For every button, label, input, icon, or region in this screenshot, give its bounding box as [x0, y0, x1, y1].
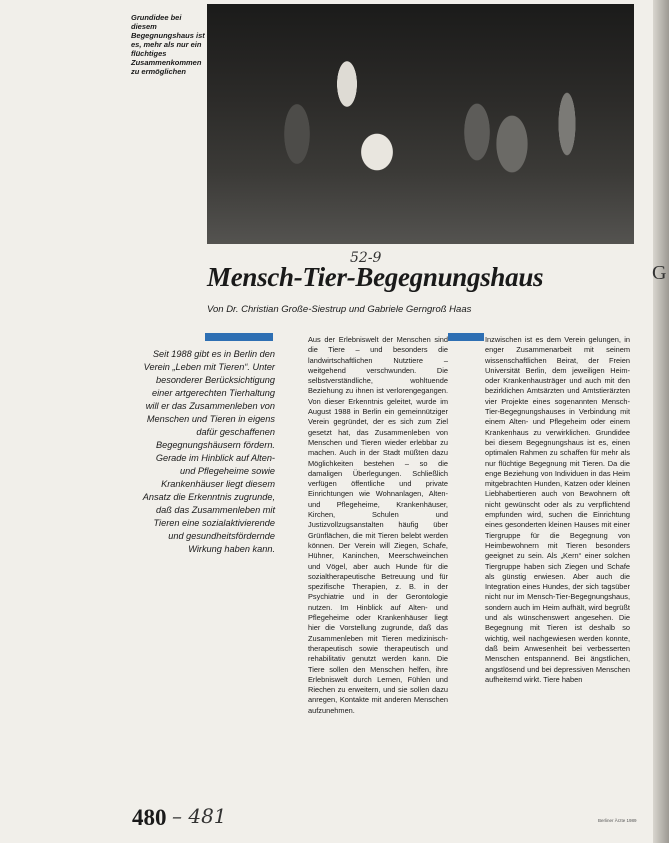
- article-photo: [207, 4, 634, 244]
- page-footer: Berliner Ärzte 1989: [598, 818, 637, 823]
- body-column-right: Inzwischen ist es dem Verein gelungen, in enger Zusammenarbeit mit seinem wissenschaftlichen Beirat, der Freien Universität Berlin, dem jeweiligen Heim- oder Krankenhausträger und auch mit den bezirklichen Amtsärzten und Amtstierärzten vier Projekte eines sogenannten Mensch-Tier-Begegnungshauses in Verbindung mit einem Alten- und Pflegeheim oder einem Krankenhaus zu verwirklichen. Grundidee bei diesem Begegnungshaus ist es, einen optimalen Rahmen zu schaffen für mehr als nur flüchtige Begegnung mit Tieren. Da die enge Beziehung von Individuen in das Heim mitgebrachten Hunden, Katzen oder kleinen Liebhabertieren auch von Bewohnern oft nicht gewünscht oder als zu verpflichtend empfunden wird, suchen die Einrichtung eines gesonderten kleinen Hauses mit einer Tiergruppe für die Begegnung von Heimbewohnern mit Tieren besonders geeignet zu sein. Als „Kern“ einer solchen Tiergruppe haben sich Ziegen und Schafe als günstig erwiesen. Aber auch die Integration eines Hundes, der sich tagsüber nicht nur im Mensch-Tier-Begegnungshaus, sondern auch im Heim aufhält, wird begrüßt und als wünschenswert angesehen. Die Begegnung mit Tieren ist deshalb so wichtig, weil nachgewiesen werden konnte, daß beim Anwesenheit bei verbesserten Menschen entspannend. Bei ängstlichen, angstlösend und bei depressiven Menschen aufheiternd wirkt. Tiere haben: [485, 335, 630, 684]
- accent-bar-right: [448, 333, 484, 341]
- photo-caption: Grundidee bei diesem Begegnungshaus ist es, mehr als nur ein flüchtiges Zusammenkommen zu ermöglichen: [131, 13, 205, 76]
- article-title: Mensch-Tier-Begegnungshaus: [207, 262, 544, 292]
- page-number: 480: [132, 805, 167, 830]
- body-column-middle: Aus der Erlebniswelt der Menschen sind die Tiere – und besonders die landwirtschaftlichen Nutztiere – weitgehend verschwunden. Die selbstverständliche, wohltuende Beziehung zu ihnen ist verlorengegangen. Von dieser Erkenntnis geleitet, wurde im August 1988 in Berlin ein gemeinnütziger Verein gegründet, der es sich zum Ziel gesetzt hat, das Zusammenleben von Menschen und Tieren wieder erlebbar zu machen. Auch in der Stadt müßten dazu Möglichkeiten bestehen – so die damaligen Überlegungen. Schließlich verfügen öffentliche und private Einrichtungen wie Wohnanlagen, Alten- und Pflegeheime, Krankenhäuser, Kirchen, Schulen und Justizvollzugsanstalten häufig über Grünflächen, die mit Tieren belebt werden können. Der Verein will Ziegen, Schafe, Hühner, Kaninchen, Meerschweinchen und Vögel, aber auch Hunde für die sozialtherapeutische Betreuung und für spezifische Therapien, z. B. in der Psychiatrie und in der Gerontologie nutzen. Im Hinblick auf Alten- und Pflegeheime oder Krankenhäuser liegt hier die Vorstellung zugrunde, daß das Zusammenleben mit Tieren medizinisch-therapeutisch sowie therapeutisch und rehabilitativ genutzt werden kann. Die Tiere sollen den Menschen helfen, ihre Erlebniswelt durch Lernen, Fühlen und Riechen zu erweitern, und sie sollen dazu anregen, Kontakte mit anderen Menschen aufzunehmen.: [308, 335, 448, 715]
- page-edge-shadow: [653, 0, 669, 843]
- next-page-edge-letter: G: [652, 262, 667, 284]
- handwritten-note-bottom: – 481: [172, 804, 227, 828]
- accent-bar-left: [205, 333, 273, 341]
- article-byline: Von Dr. Christian Große-Siestrup und Gabriele Gerngroß Haas: [207, 304, 472, 315]
- handwritten-note-top: 52-9: [350, 250, 382, 266]
- article-intro: Seit 1988 gibt es in Berlin den Verein „Leben mit Tieren“. Unter besonderer Berücksichtigung einer artgerechten Tierhaltung will er das Zusammenleben von Menschen und Tieren in eigens dafür geschaffenen Begegnungshäusern fördern. Gerade im Hinblick auf Alten- und Pflegeheime sowie Krankenhäuser liegt diesem Ansatz die Erkenntnis zugrunde, daß das Zusammenleben mit Tieren eine sozialaktivierende und gesundheitsfördernde Wirkung haben kann.: [142, 349, 275, 554]
